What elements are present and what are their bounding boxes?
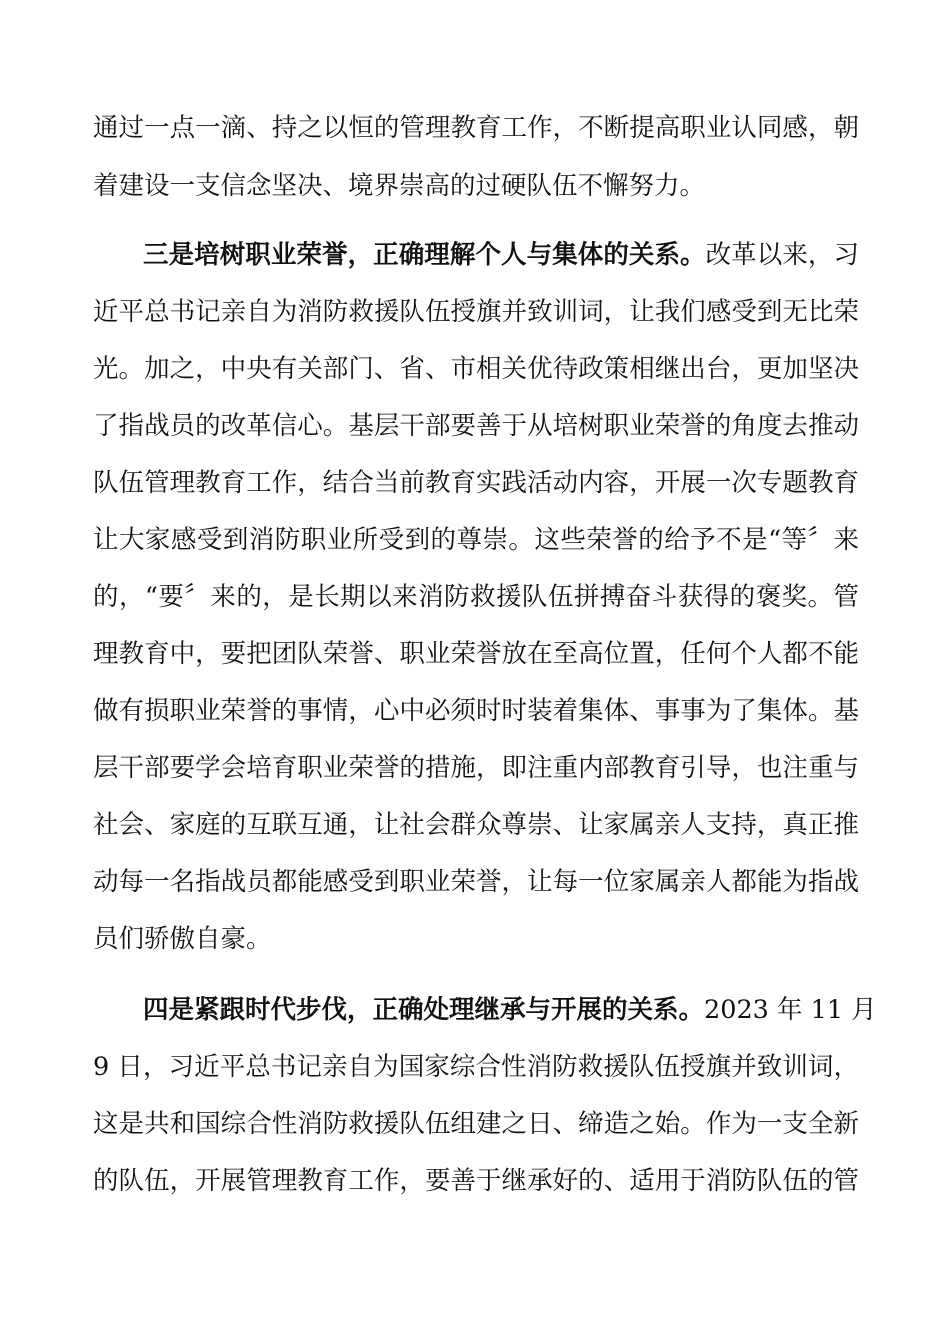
text-line: 层干部要学会培育职业荣誉的措施，即注重内部教育引导，也注重与 — [93, 753, 859, 783]
paragraph-lead-line — [143, 235, 859, 275]
text-line: 光。加之，中央有关部门、省、市相关优待政策相继出台，更加坚决 — [93, 354, 859, 384]
paragraph-heading-tail: 改革以来，习 — [705, 240, 859, 270]
text-line: 了指战员的改革信心。基层干部要善于从培树职业荣誉的角度去推动 — [93, 411, 859, 441]
text-line: 通过一点一滴、持之以恒的管理教育工作，不断提高职业认同感，朝 — [93, 113, 859, 143]
paragraph-heading: 四是紧跟时代步伐，正确处理继承与开展的关系。 — [143, 995, 705, 1025]
text-line: 员们骄傲自豪。 — [93, 924, 272, 954]
paragraph-heading: 三是培树职业荣誉，正确理解个人与集体的关系。 — [143, 240, 706, 270]
text-line: 的队伍，开展管理教育工作，要善于继承好的、适用于消防队伍的管 — [93, 1166, 859, 1196]
text-line: 让大家感受到消防职业所受到的尊崇。这些荣誉的给予不是“等〞来 — [93, 525, 859, 555]
text-line: 队伍管理教育工作，结合当前教育实践活动内容，开展一次专题教育 — [93, 468, 859, 498]
text-line: 动每一名指战员都能感受到职业荣誉，让每一位家属亲人都能为指战 — [93, 867, 859, 897]
paragraph-lead-line — [143, 990, 877, 1030]
paragraph-heading-tail: 2023 年 11 月 — [704, 995, 877, 1025]
text-line: 近平总书记亲自为消防救援队伍授旗并致训词，让我们感受到无比荣 — [93, 297, 859, 327]
text-line: 社会、家庭的互联互通，让社会群众尊崇、让家属亲人支持，真正推 — [93, 810, 859, 840]
text-line: 理教育中，要把团队荣誉、职业荣誉放在至高位置，任何个人都不能 — [93, 639, 859, 669]
text-line: 的，“要〞来的，是长期以来消防救援队伍拼搏奋斗获得的褒奖。管 — [93, 582, 859, 612]
text-line: 这是共和国综合性消防救援队伍组建之日、缔造之始。作为一支全新 — [93, 1109, 859, 1139]
text-line: 做有损职业荣誉的事情，心中必须时时装着集体、事事为了集体。基 — [93, 696, 859, 726]
text-line: 着建设一支信念坚决、境界崇高的过硬队伍不懈努力。 — [93, 171, 706, 201]
text-line: 9 日，习近平总书记亲自为国家综合性消防救援队伍授旗并致训词， — [93, 1052, 859, 1082]
